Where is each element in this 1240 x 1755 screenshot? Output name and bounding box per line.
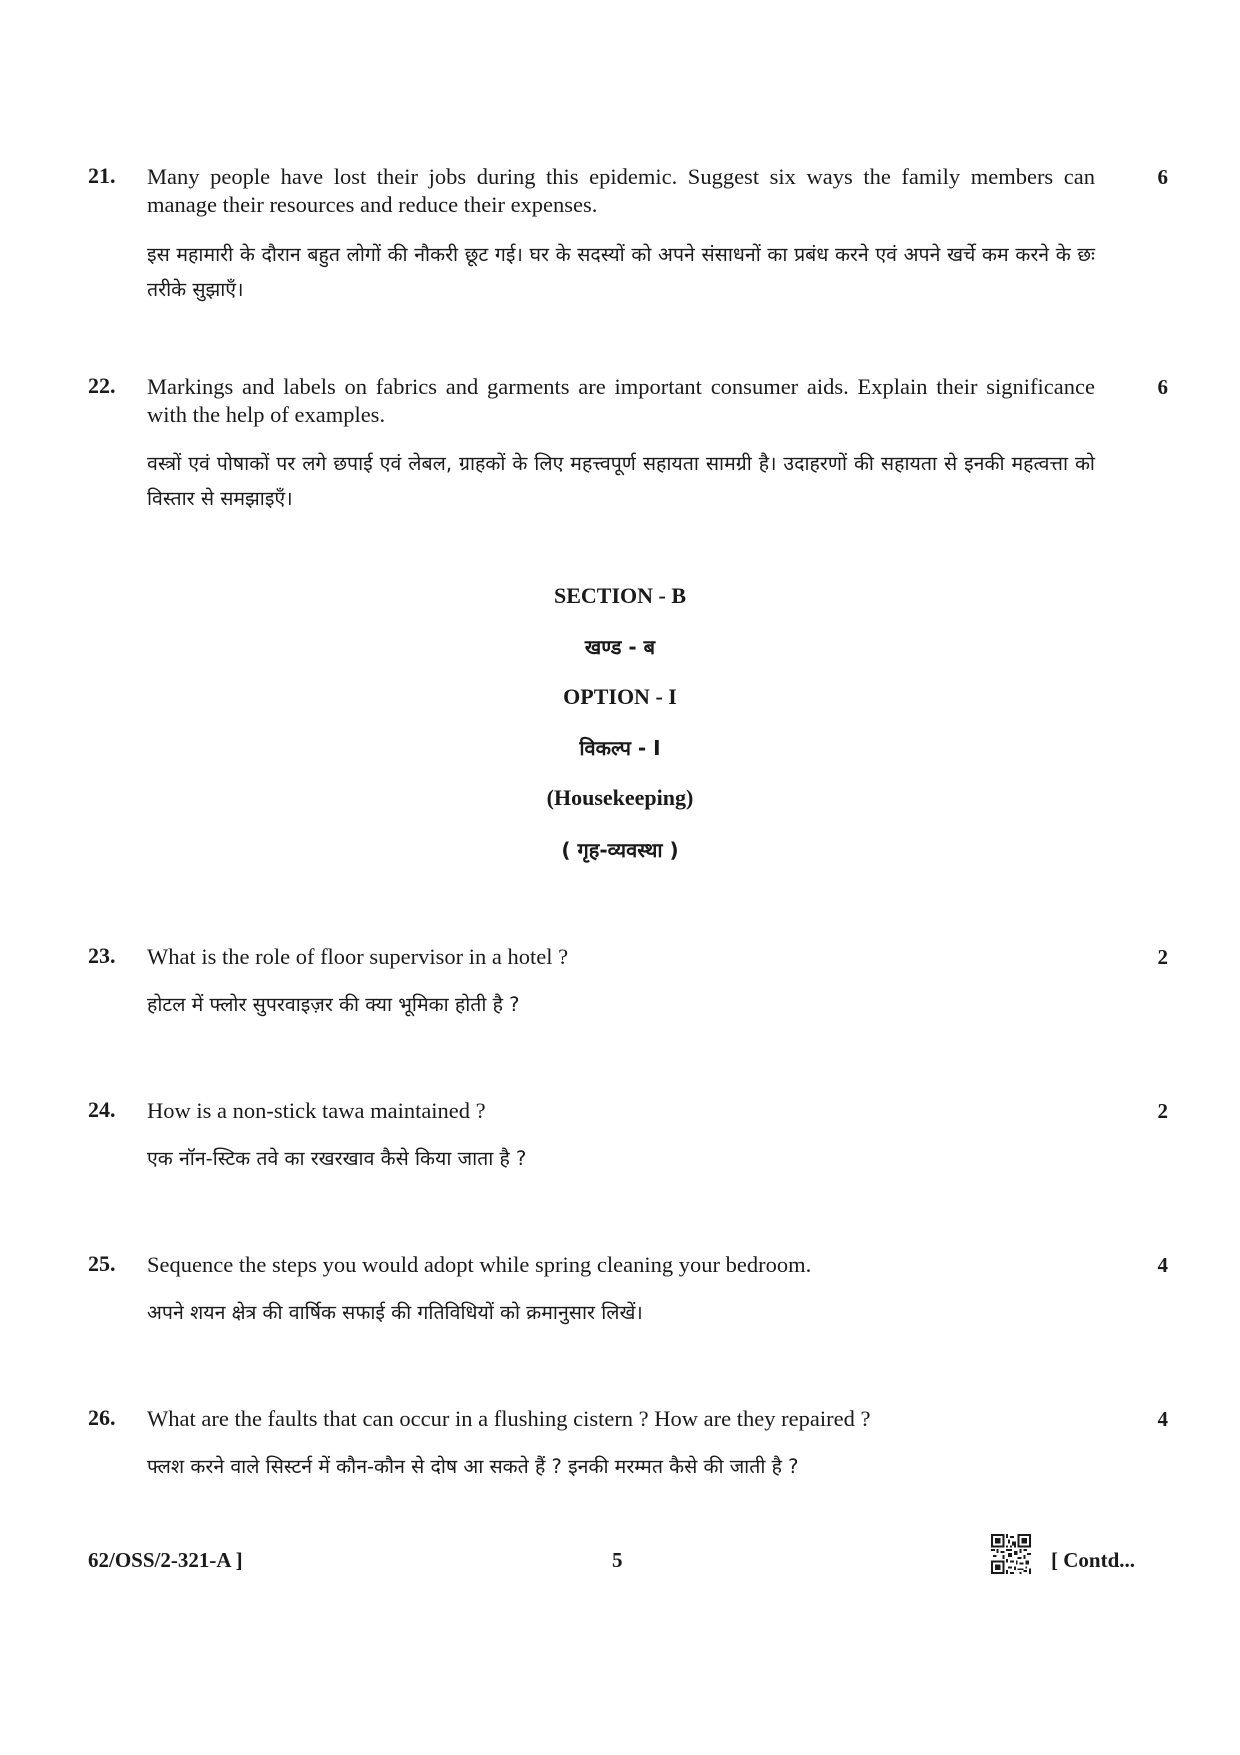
question-marks: 2 xyxy=(1157,945,1168,969)
question-number: 22. xyxy=(88,373,116,398)
paper-code: 62/OSS/2-321-A ] xyxy=(88,1548,243,1572)
question-text-en: Sequence the steps you would adopt while spring cleaning your bedroom. xyxy=(147,1252,812,1277)
question-text-hi: वस्त्रों एवं पोषाकों पर लगे छपाई एवं लेबल, ग्राहकों के लिए महत्त्वपूर्ण सहायता सामग्री है। उदाहरणों की सहायता से इनकी महत्वत्ता को विस्तार से समझाइएँ। xyxy=(147,452,1095,510)
subject-title-hi: ( गृह-व्यवस्था ) xyxy=(561,838,679,862)
question-number: 21. xyxy=(88,163,116,188)
question-number: 24. xyxy=(88,1097,116,1122)
question-text-en: How is a non-stick tawa maintained ? xyxy=(147,1098,486,1123)
question-number: 25. xyxy=(88,1251,116,1276)
question-text-en: What is the role of floor supervisor in a hotel ? xyxy=(147,944,569,969)
continued-label: [ Contd... xyxy=(1051,1548,1136,1572)
question-marks: 6 xyxy=(1157,375,1168,399)
question-marks: 4 xyxy=(1157,1253,1168,1277)
section-title-en: SECTION - B xyxy=(553,583,687,608)
question-text-hi: होटल में फ्लोर सुपरवाइज़र की क्या भूमिका होती है ? xyxy=(147,993,520,1016)
option-title-en: OPTION - I xyxy=(563,684,677,709)
subject-title-en: (Housekeeping) xyxy=(546,785,694,810)
question-number: 26. xyxy=(88,1405,116,1430)
question-text-hi: इस महामारी के दौरान बहुत लोगों की नौकरी छूट गई। घर के सदस्यों को अपने संसाधनों का प्रबंध करने एवं अपने खर्चे कम करने के छः तरीके सुझाएँ। xyxy=(147,243,1095,301)
question-marks: 4 xyxy=(1157,1407,1168,1431)
page-number: 5 xyxy=(612,1548,623,1572)
question-marks: 6 xyxy=(1157,165,1168,189)
question-text-en: Markings and labels on fabrics and garments are important consumer aids. Explain their significance with the help of examples. xyxy=(147,374,1095,427)
section-title-hi: खण्ड - ब xyxy=(584,635,656,659)
question-text-hi: एक नॉन-स्टिक तवे का रखरखाव कैसे किया जाता है ? xyxy=(147,1147,527,1170)
question-text-hi: फ्लश करने वाले सिस्टर्न में कौन-कौन से दोष आ सकते हैं ? इनकी मरम्मत कैसे की जाती है ? xyxy=(147,1455,799,1478)
question-number: 23. xyxy=(88,943,116,968)
question-text-en: Many people have lost their jobs during this epidemic. Suggest six ways the family members can manage their resources and reduce their expenses. xyxy=(147,164,1095,217)
question-marks: 2 xyxy=(1157,1099,1168,1123)
question-text-hi: अपने शयन क्षेत्र की वार्षिक सफाई की गतिविधियों को क्रमानुसार लिखें। xyxy=(147,1301,643,1324)
question-text-en: What are the faults that can occur in a flushing cistern ? How are they repaired ? xyxy=(147,1406,871,1431)
option-title-hi: विकल्प - I xyxy=(579,736,661,760)
qr-code-icon xyxy=(991,1534,1031,1574)
